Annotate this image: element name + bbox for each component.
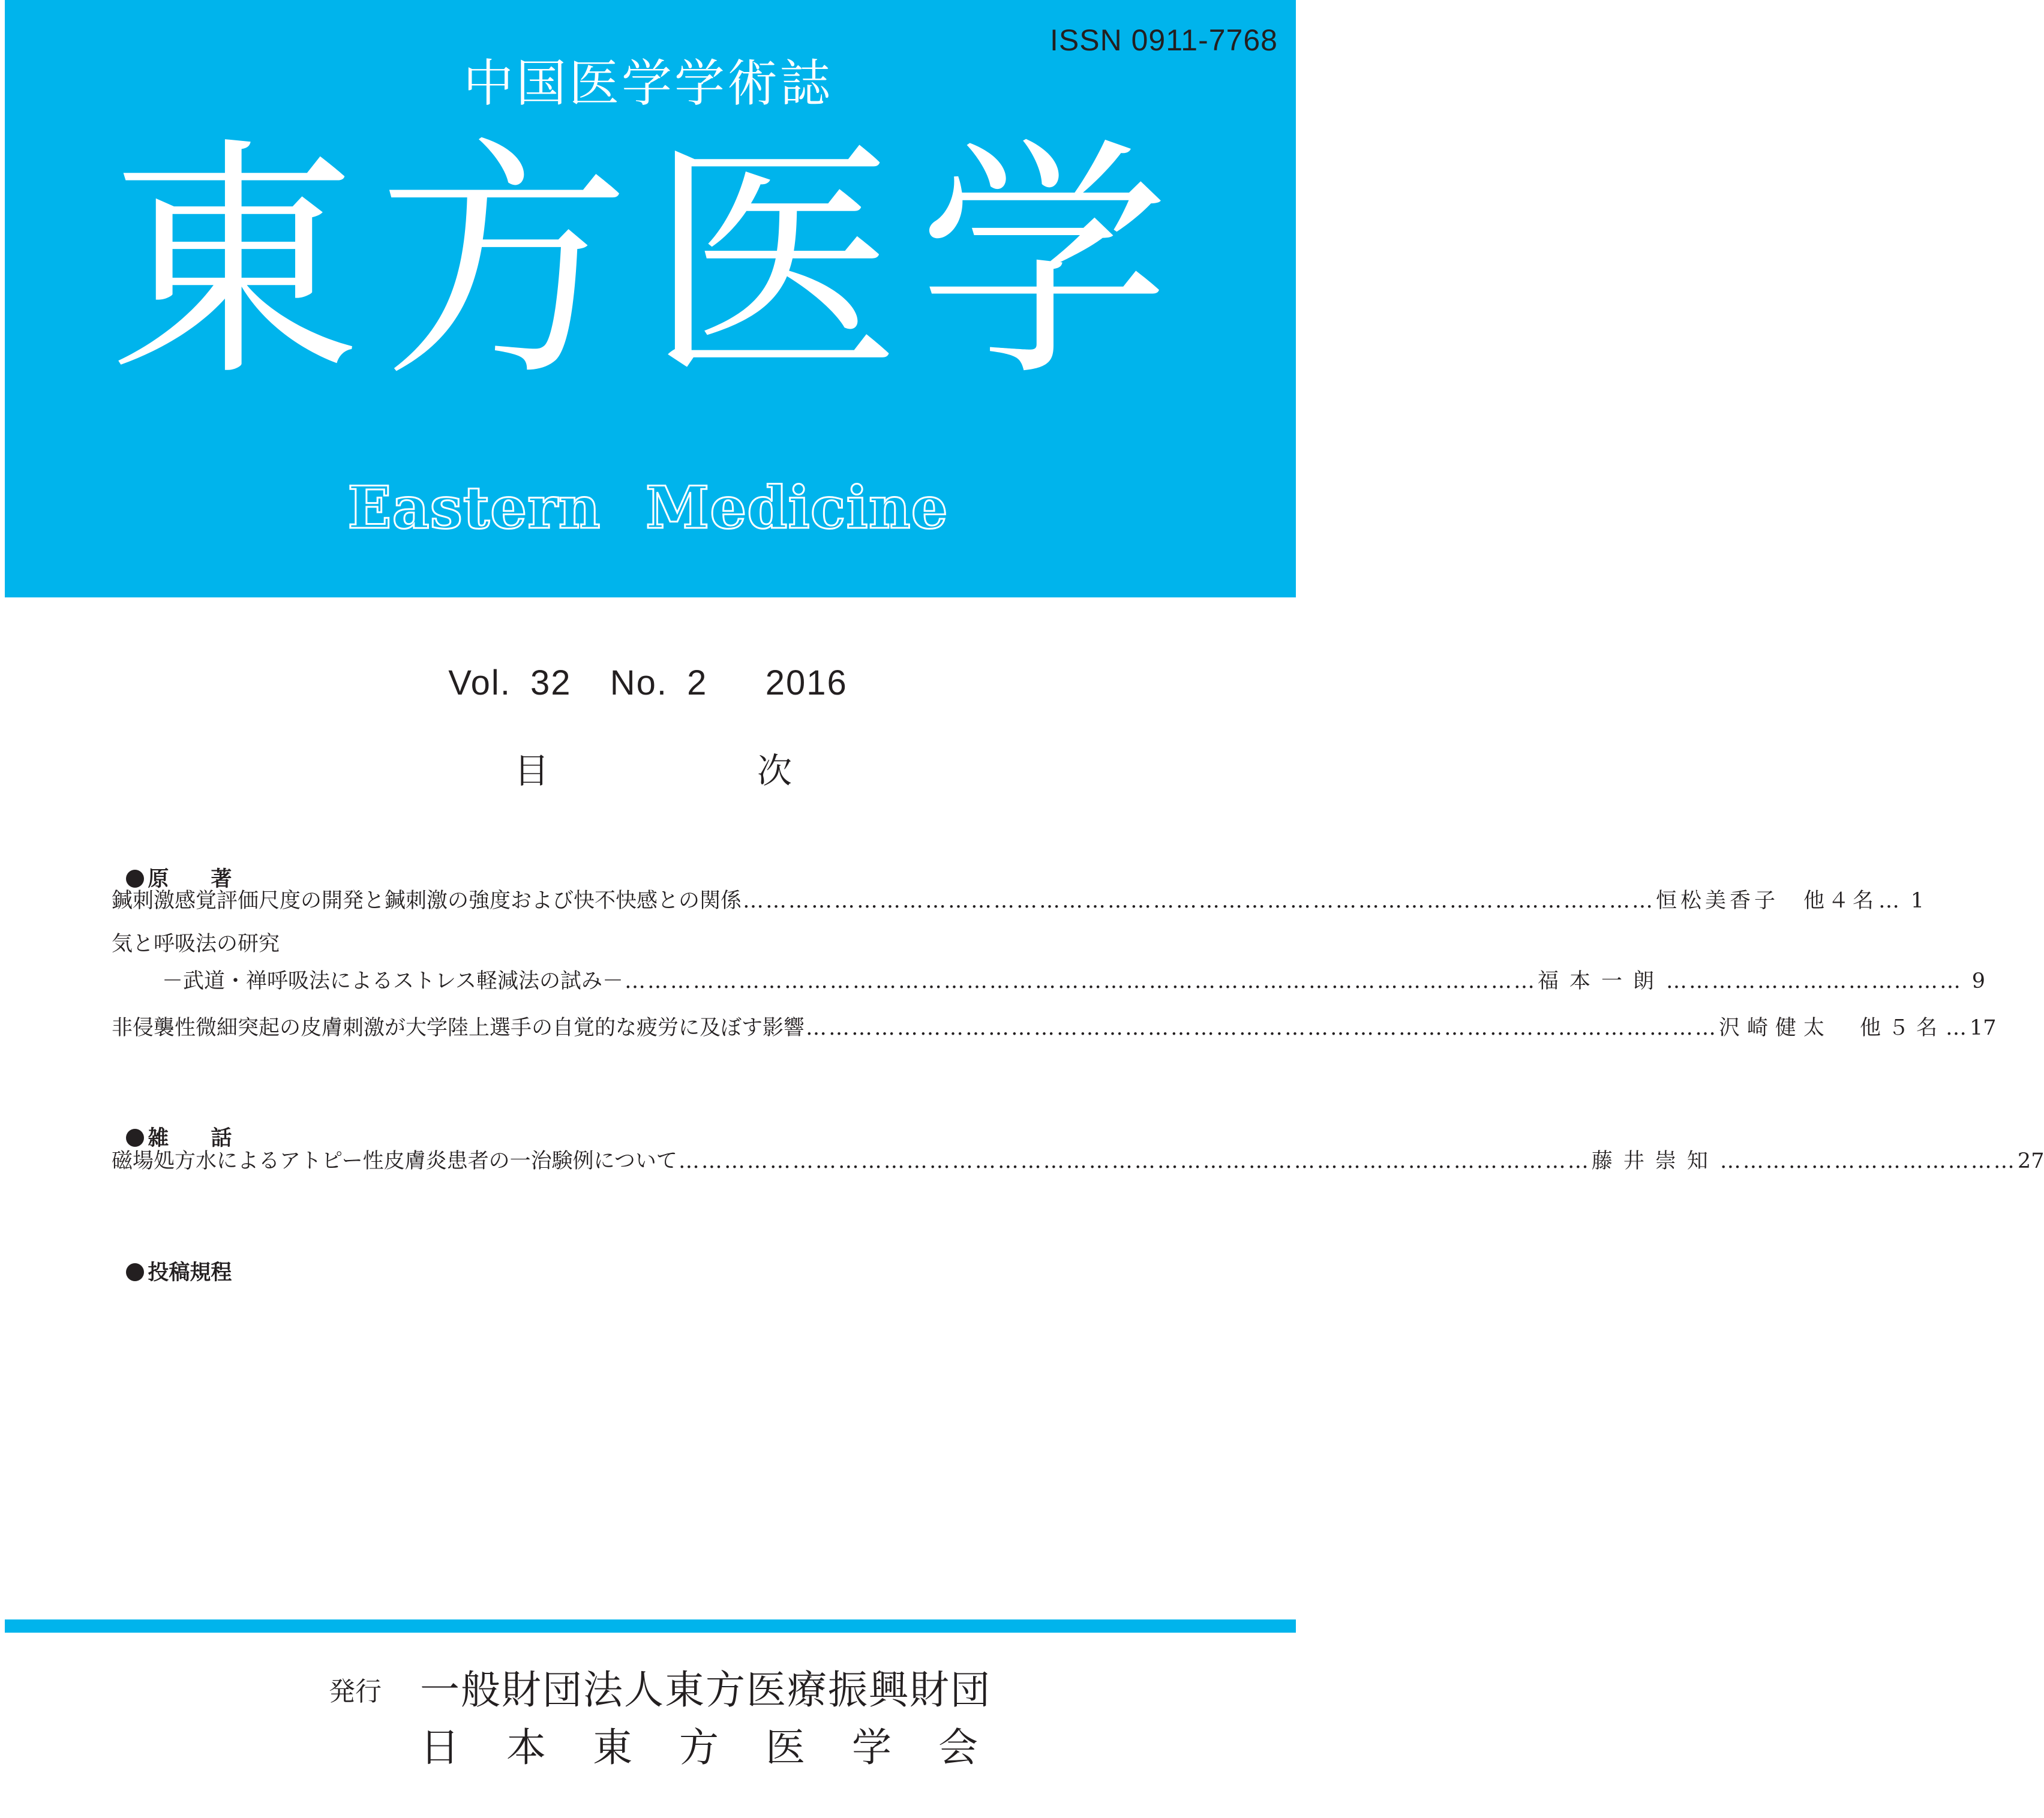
journal-english-title: Eastern Medicine — [347, 474, 949, 542]
publisher-label: 発行 — [329, 1676, 382, 1707]
journal-title: 東方医学 — [108, 117, 1188, 410]
entry-author: 藤井崇知 — [1591, 1149, 1719, 1173]
volume-line: Vol. 32 No. 2 2016 — [448, 663, 848, 702]
entry-page: 1 — [1910, 889, 1925, 913]
toc-entry[interactable] — [112, 1144, 2044, 1174]
entry-author: 沢崎健太 他５名 — [1719, 1016, 1945, 1040]
dot-leader: ………………………………………………………………………………………………………… — [743, 889, 1655, 913]
dot-leader: ………………………………………………………………………………………………………… — [624, 969, 1536, 993]
entry-page: 27 — [2017, 1149, 2044, 1173]
society-name: 日本東方医学会 — [420, 1724, 1025, 1771]
section-heading-submission-rules[interactable] — [112, 1232, 232, 1286]
section-label: 原 著 — [148, 867, 232, 891]
journal-subtitle: 中国医学学術誌 — [463, 54, 833, 113]
toc-entry[interactable] — [112, 1011, 1997, 1041]
dot-leader: ………………………………… — [1665, 969, 1962, 993]
entry-author: 恒松美香子 他４名 — [1656, 889, 1878, 913]
dot-leader: ………………………………… — [1719, 1149, 2016, 1173]
dot-leader: ………………………………………………………………………………………………………… — [806, 1016, 1718, 1040]
section-label: 雑 話 — [148, 1126, 232, 1150]
entry-title: 磁場処方水によるアトピー性皮膚炎患者の一治験例について — [112, 1149, 677, 1173]
section-label: 投稿規程 — [148, 1261, 232, 1285]
entry-author: 福本一朗 — [1537, 969, 1665, 993]
publisher-name: 一般財団法人東方医療振興財団 — [420, 1667, 991, 1713]
dot-leader: … — [1946, 1016, 1969, 1040]
toc-heading-left: 目 — [514, 750, 550, 791]
bullet-icon — [126, 1263, 144, 1281]
toc-entry[interactable] — [162, 964, 1985, 994]
entry-subtitle: －武道・禅呼吸法によるストレス軽減法の試み－ — [162, 969, 623, 993]
entry-page: 17 — [1970, 1016, 1997, 1040]
issn-label: ISSN 0911-7768 — [1050, 23, 1278, 57]
entry-title: 鍼刺激感覚評価尺度の開発と鍼刺激の強度および快不快感との関係 — [112, 889, 742, 913]
entry-title: 非侵襲性微細突起の皮膚刺激が大学陸上選手の自覚的な疲労に及ぼす影響 — [112, 1016, 805, 1040]
footer-band — [5, 1619, 1296, 1633]
entry-page: 9 — [1971, 969, 1985, 993]
dot-leader: ………………………………………………………………………………………………………… — [678, 1149, 1590, 1173]
section-heading-essays — [112, 1098, 232, 1152]
entry-title[interactable]: 気と呼吸法の研究 — [112, 932, 280, 956]
toc-heading-right: 次 — [757, 750, 793, 791]
dot-leader: … — [1878, 889, 1902, 913]
toc-entry[interactable] — [112, 884, 1925, 914]
